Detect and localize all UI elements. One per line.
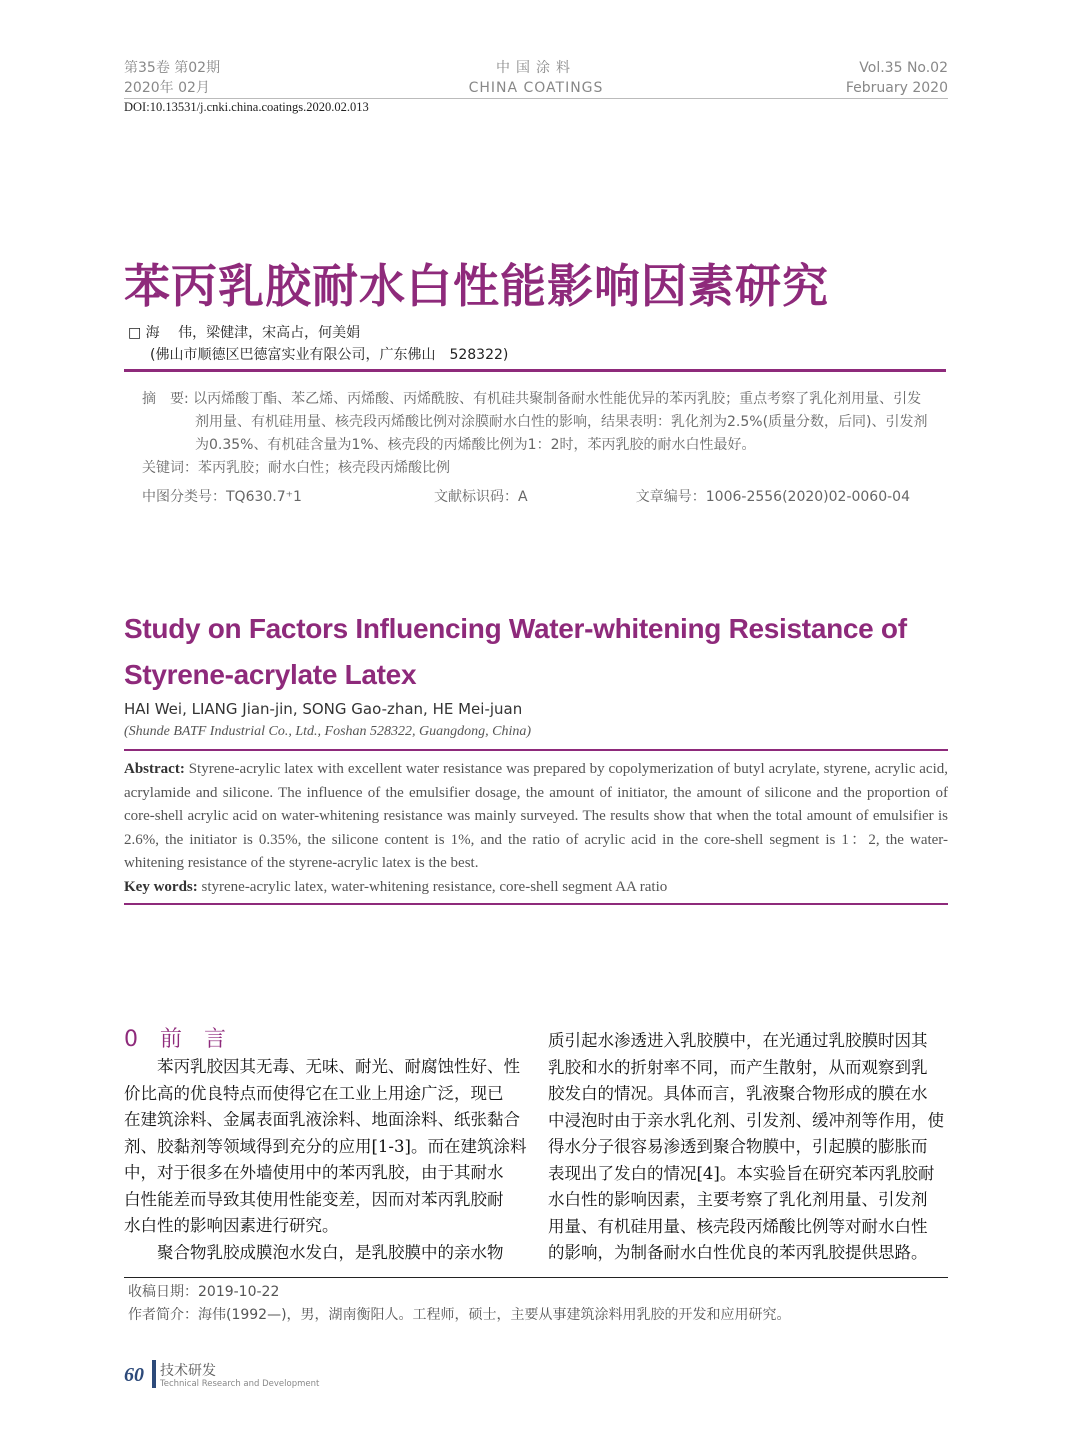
abstract-en: Abstract: Styrene-acrylic latex with excellent water resistance was prepared by copolymerization of butyl acrylate, styrene, acrylic acid, acrylamide and silicone. The influence of the emulsifier dosage, the amount of initiator, the amount of silicone and the proportion of core-shell acrylic acid on water-whitening resistance was mainly surveyed. The results show that when the total amount of emulsifier is 2.6%, the initiator is 0.35%, the silicone content is 1%, and the ratio of acrylic acid in the core-shell segment is 1：2, the water-whitening resistance of the styrene-acrylic latex is the best. Key words: styrene-acrylic latex, water-whitening resistance, core-shell segment AA ratio [124,761,948,895]
journal-volume: 第35卷 第02期 2020年 02月 [124,60,221,96]
journal-volume-en: Vol.35 No.02 February 2020 [845,60,948,96]
page-number: 60 [124,1364,144,1386]
doc-code: 文献标识码：A [434,489,528,505]
keywords-cn: 关键词：苯丙乳胶；耐水白性；核壳段丙烯酸比例 [142,460,450,476]
body-column-1: 苯丙乳胶因其无毒、无味、耐光、耐腐蚀性好、性 价比高的优良特点而使得它在工业上用途广泛，现已 在建筑涂料、金属表面乳液涂料、地面涂料、纸张黏合 剂、胶黏剂等领域得到充分的应用[1-3]。而在建筑涂料 中，对于很多在外墙使用中的苯丙乳胶，由于其耐水 白性能差而导致其使用性能变差，因而对苯丙乳胶耐 水白性的影响因素进行研究。 聚合物乳胶成膜泡水发白，是乳胶膜中的亲水物 [124,1057,527,1262]
authors-cn: □ 海 伟，梁健津，宋高占，何美娟 [128,325,361,341]
affiliation-cn: (佛山市顺德区巴德富实业有限公司，广东佛山 528322) [150,347,509,363]
title-en: Study on Factors Influencing Water-whitening Resistance of Styrene-acrylate Latex [124,613,907,690]
footer-section-en: Technical Research and Development [160,1379,320,1389]
footer-section-cn: 技术研发 [160,1363,216,1379]
footer-bar [152,1360,156,1388]
journal-name: 中国涂料 CHINA COATINGS [468,60,604,96]
abstract-cn: 摘 要: 以丙烯酸丁酯、苯乙烯、丙烯酸、丙烯酰胺、有机硅共聚制备耐水性能优异的苯丙乳胶；重点考察了乳化剂用量、引发 剂用量、有机硅用量、核壳段丙烯酸比例对涂膜耐水白性的影响，结果表明：乳化剂为2.5%(质量分数，后同)、引发剂 为0.35%、有机硅含量为1%、核壳段的丙烯酸比例为1：2时，苯丙乳胶的耐水白性最好。 关键词：苯丙乳胶；耐水白性；核壳段丙烯酸比例 [142,388,928,480]
doi: DOI:10.13531/j.cnki.china.coatings.2020.02.013 [124,100,369,114]
section-heading: 0 前 言 [124,1027,226,1052]
clc-number: 中图分类号：TQ630.7⁺1 [142,489,302,505]
body-column-2: 质引起水渗透进入乳胶膜中，在光通过乳胶膜时因其 乳胶和水的折射率不同，而产生散射，从而观察到乳 胶发白的情况。具体而言，乳液聚合物形成的膜在水 中浸泡时由于亲水乳化剂、引发剂、缓冲剂等作用，使 得水分子很容易渗透到聚合物膜中，引起膜的膨胀而 表现出了发白的情况[4]。本实验旨在研究苯丙乳胶耐 水白性的影响因素，主要考察了乳化剂用量、引发剂 用量、有机硅用量、核壳段丙烯酸比例等对耐水白性 的影响，为制备耐水白性优良的苯丙乳胶提供思路。 [548,1031,944,1262]
affiliation-en: (Shunde BATF Industrial Co., Ltd., Foshan 528322, Guangdong, China) [124,724,532,739]
authors-en: HAI Wei, LIANG Jian-jin, SONG Gao-zhan, HE Mei-juan [124,700,523,718]
article-number: 文章编号：1006-2556(2020)02-0060-04 [635,489,910,505]
title-cn: 苯丙乳胶耐水白性能影响因素研究 [124,259,829,313]
footnote: 收稿日期：2019-10-22 作者简介：海伟(1992—)，男，湖南衡阳人。工程师，硕士，主要从事建筑涂料用乳胶的开发和应用研究。 [128,1284,791,1323]
